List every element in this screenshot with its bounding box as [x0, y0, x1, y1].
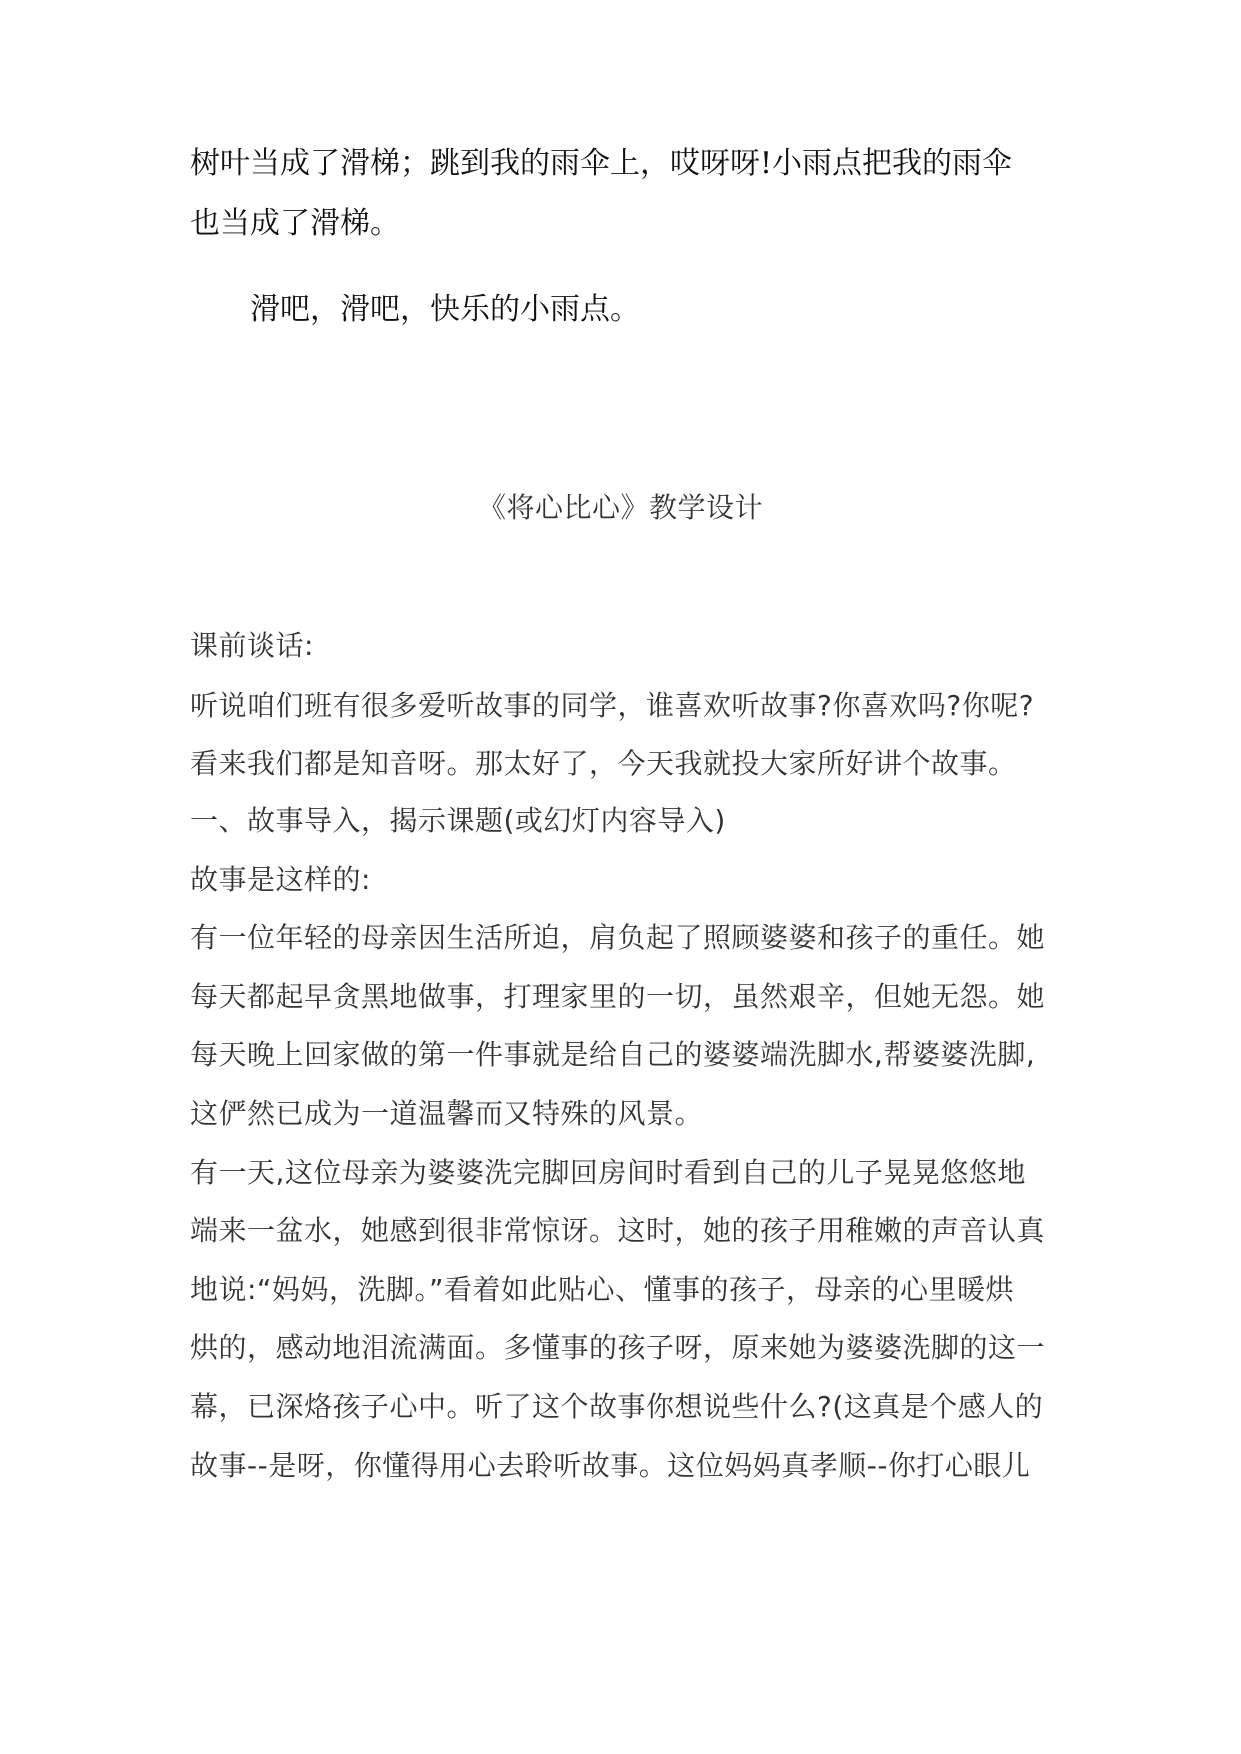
lesson-line-2: 听说咱们班有很多爱听故事的同学，谁喜欢听故事?你喜欢吗?你呢? — [190, 689, 1035, 722]
poem-line-3: 滑吧，滑吧，快乐的小雨点。 — [250, 292, 640, 327]
lesson-line-10: 有一天,这位母亲为婆婆洗完脚回房间时看到自己的儿子晃晃悠悠地 — [190, 1156, 1026, 1189]
lesson-line-9: 这俨然已成为一道温馨而又特殊的风景。 — [190, 1097, 704, 1130]
lesson-line-15: 故事--是呀，你懂得用心去聆听故事。这位妈妈真孝顺--你打心眼儿 — [190, 1449, 1031, 1482]
lesson-line-8: 每天晚上回家做的第一件事就是给自己的婆婆端洗脚水,帮婆婆洗脚, — [190, 1038, 1036, 1071]
lesson-line-7: 每天都起早贪黑地做事，打理家里的一切，虽然艰辛，但她无怨。她 — [190, 980, 1046, 1013]
lesson-line-4: 一、故事导入，揭示课题(或幻灯内容导入) — [190, 804, 726, 837]
lesson-line-12: 地说:“妈妈，洗脚。”看着如此贴心、懂事的孩子，母亲的心里暖烘 — [190, 1273, 1014, 1306]
lesson-line-6: 有一位年轻的母亲因生活所迫，肩负起了照顾婆婆和孩子的重任。她 — [190, 921, 1046, 954]
lesson-line-13: 烘的，感动地泪流满面。多懂事的孩子呀，原来她为婆婆洗脚的这一 — [190, 1331, 1046, 1364]
poem-line-2: 也当成了滑梯。 — [190, 206, 400, 241]
lesson-line-11: 端来一盆水，她感到很非常惊讶。这时，她的孩子用稚嫩的声音认真 — [190, 1214, 1046, 1247]
poem-line-1: 树叶当成了滑梯；跳到我的雨伞上，哎呀呀!小雨点把我的雨伞 — [190, 146, 1013, 181]
lesson-line-14: 幕，已深烙孩子心中。听了这个故事你想说些什么?(这真是个感人的 — [190, 1390, 1044, 1423]
lesson-title: 《将心比心》教学设计 — [477, 491, 763, 524]
lesson-line-3: 看来我们都是知音呀。那太好了，今天我就投大家所好讲个故事。 — [190, 747, 1017, 780]
lesson-line-1: 课前谈话: — [190, 629, 314, 662]
lesson-line-5: 故事是这样的: — [190, 863, 371, 896]
